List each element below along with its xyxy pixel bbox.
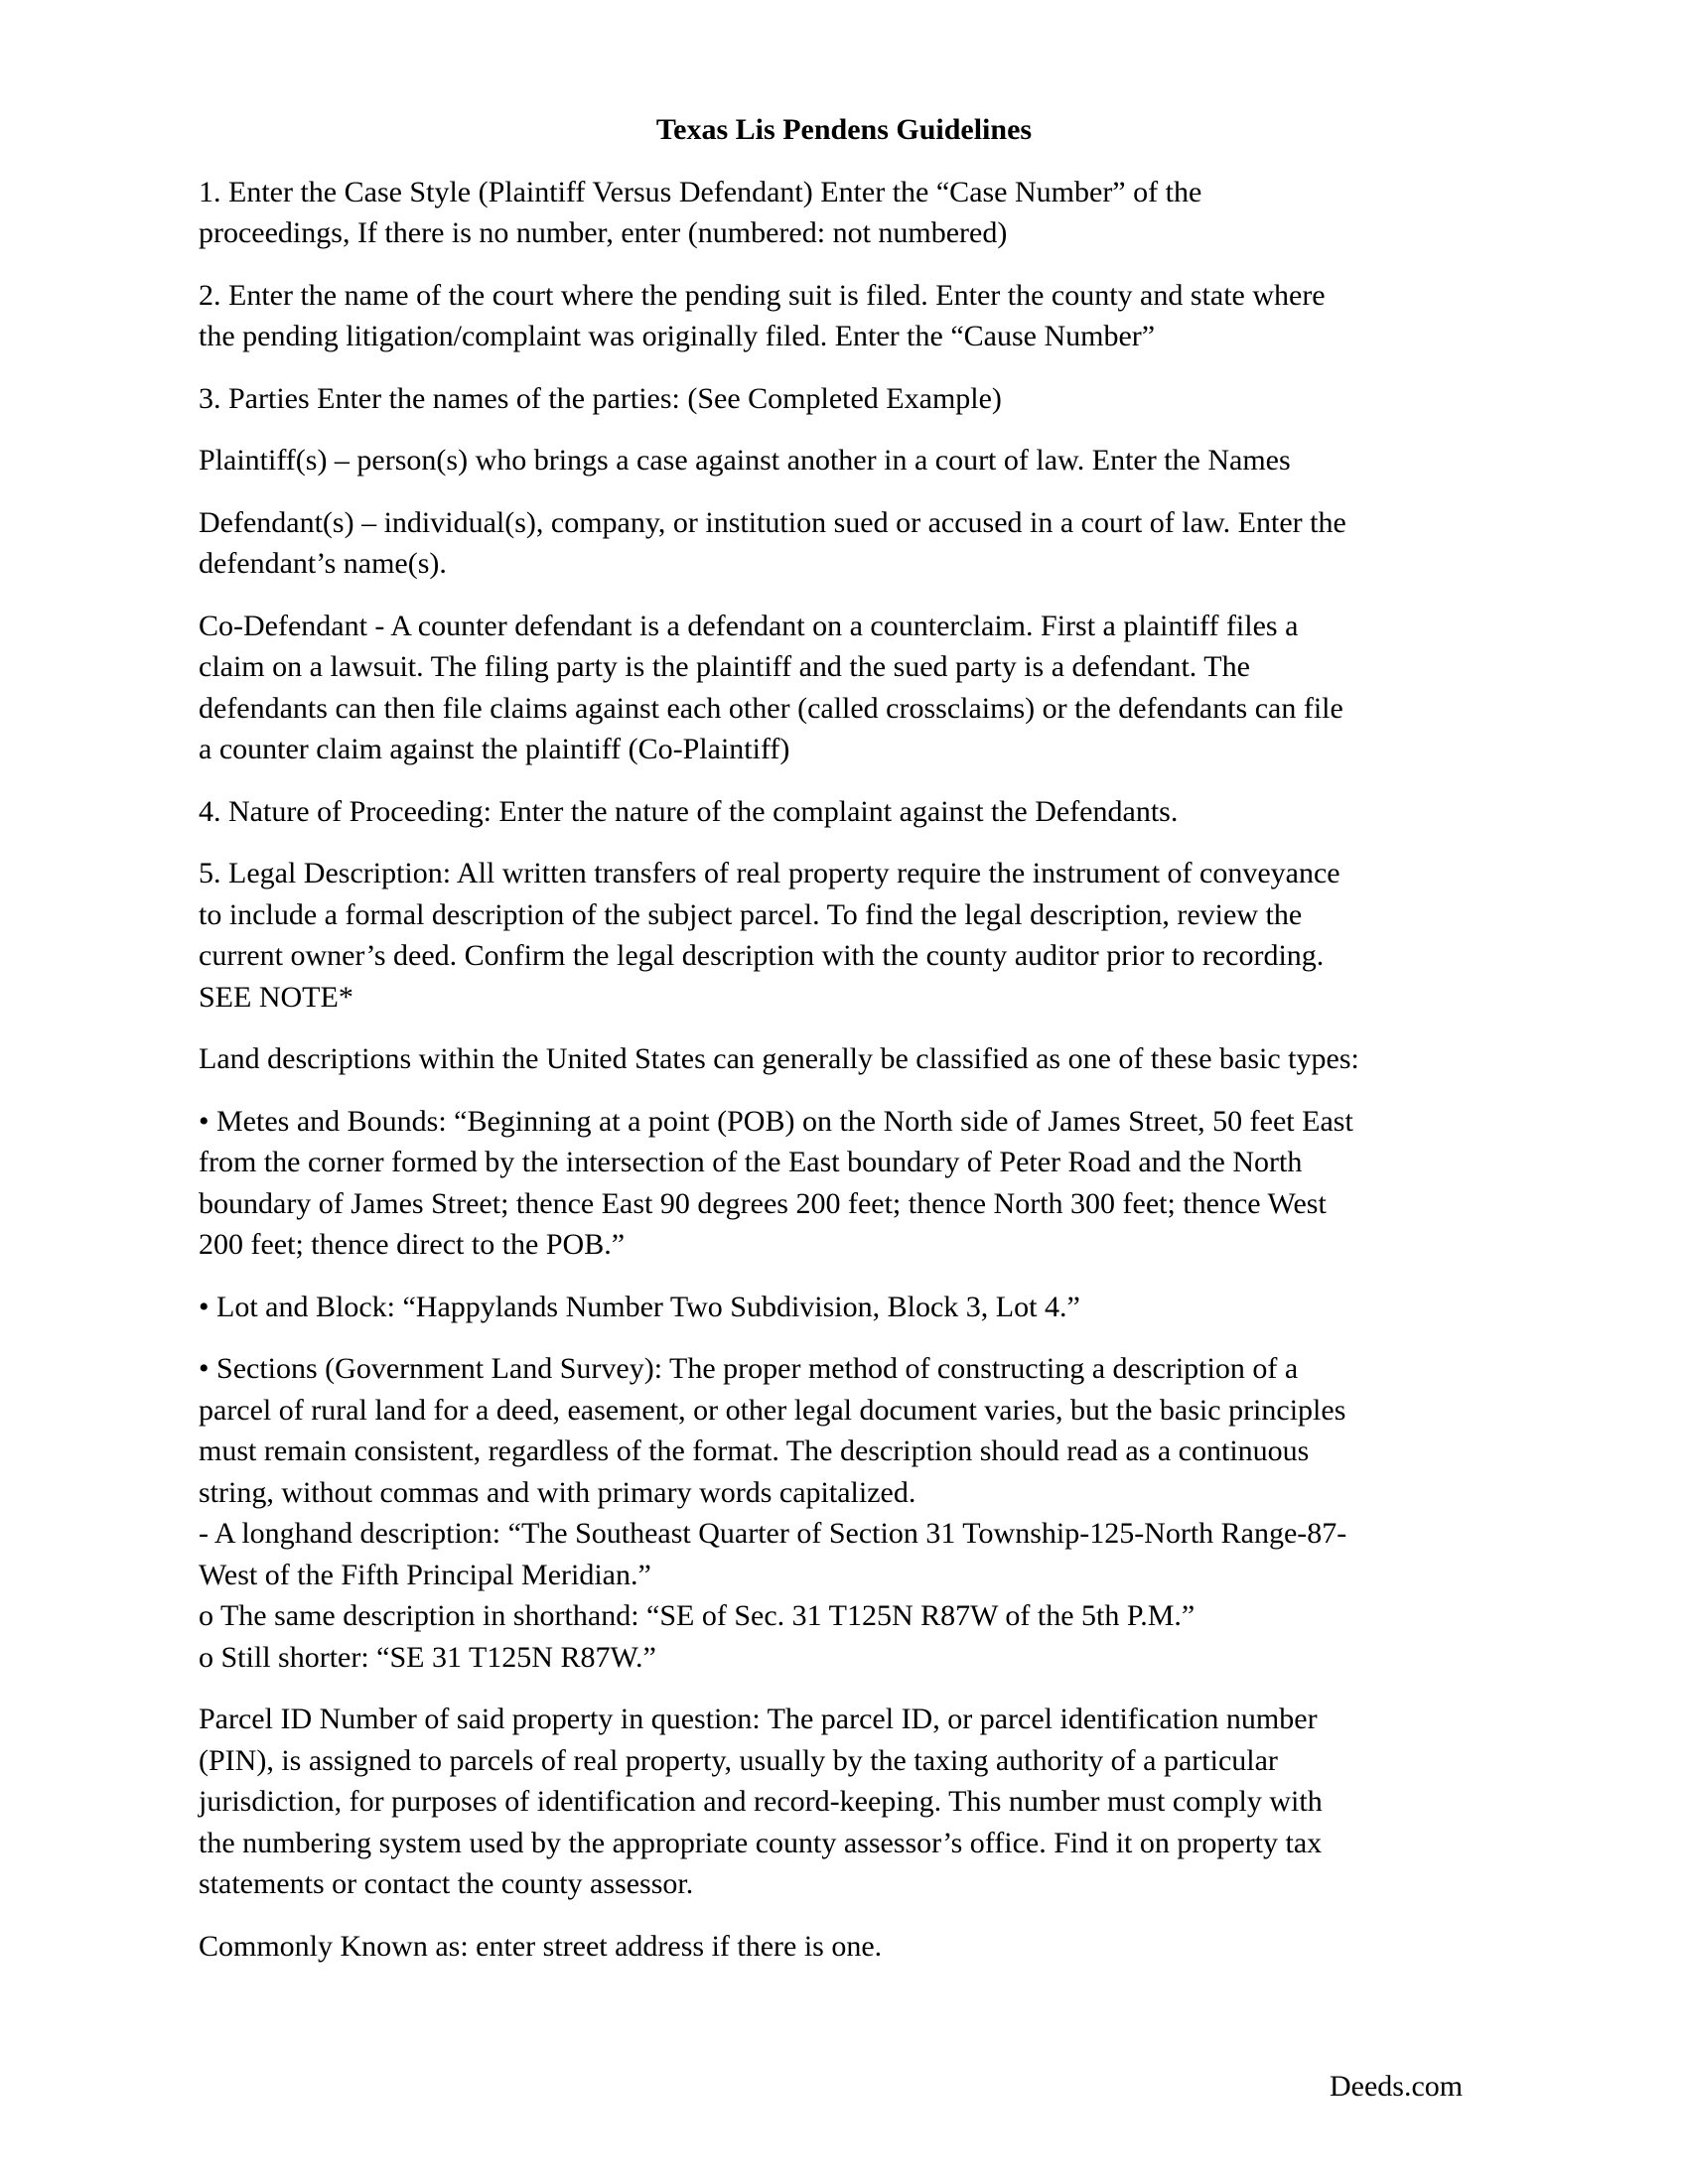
text-line: jurisdiction, for purposes of identification and record-keeping. This number must comply with [199, 1785, 1323, 1818]
text-line: o The same description in shorthand: “SE of Sec. 31 T125N R87W of the 5th P.M.” [199, 1599, 1196, 1632]
text-line: proceedings, If there is no number, enter (numbered: not numbered) [199, 216, 1008, 249]
text-line: Parcel ID Number of said property in question: The parcel ID, or parcel identification number [199, 1703, 1318, 1735]
document-page [199, 109, 1489, 1987]
document-title: Texas Lis Pendens Guidelines [655, 113, 1033, 146]
text-line: boundary of James Street; thence East 90 degrees 200 feet; thence North 300 feet; thence West [199, 1186, 1327, 1220]
paragraph-land-descriptions [199, 1038, 1489, 1080]
text-line: SEE NOTE* [199, 980, 353, 1014]
text-line: current owner’s deed. Confirm the legal description with the county auditor prior to recording. [199, 939, 1325, 972]
paragraph-parties [199, 378, 1489, 420]
text-line: 4. Nature of Proceeding: Enter the nature of the complaint against the Defendants. [199, 794, 1179, 828]
text-line: string, without commas and with primary words capitalized. [199, 1475, 916, 1509]
text-line: 2. Enter the name of the court where the pending suit is filed. Enter the county and state where [199, 278, 1326, 312]
text-line: 200 feet; thence direct to the POB.” [199, 1228, 626, 1261]
paragraph-metes-and-bounds [199, 1101, 1489, 1266]
text-line: Co-Defendant - A counter defendant is a defendant on a counterclaim. First a plaintiff files a [199, 609, 1299, 642]
text-line: West of the Fifth Principal Meridian.” [199, 1558, 651, 1591]
text-line: 3. Parties Enter the names of the parties: (See Completed Example) [199, 381, 1002, 415]
paragraph-sections [199, 1348, 1489, 1678]
text-line: • Sections (Government Land Survey): The proper method of constructing a description of a [199, 1352, 1299, 1385]
text-line: the pending litigation/complaint was originally filed. Enter the “Cause Number” [199, 320, 1156, 352]
text-line: from the corner formed by the intersection of the East boundary of Peter Road and the North [199, 1146, 1303, 1178]
text-line: must remain consistent, regardless of the format. The description should read as a continuous [199, 1434, 1310, 1467]
text-line: Commonly Known as: enter street address if there is one. [199, 1929, 883, 1963]
paragraph-parcel-id [199, 1699, 1489, 1905]
text-line: a counter claim against the plaintiff (Co-Plaintiff) [199, 733, 790, 765]
paragraph-defendant [199, 502, 1489, 585]
text-line: (PIN), is assigned to parcels of real property, usually by the taxing authority of a particular [199, 1743, 1278, 1777]
text-line: o Still shorter: “SE 31 T125N R87W.” [199, 1640, 656, 1674]
text-line: to include a formal description of the subject parcel. To find the legal description, review the [199, 897, 1303, 931]
paragraph-legal-description [199, 853, 1489, 1018]
paragraph-plaintiff [199, 440, 1489, 481]
text-line: Plaintiff(s) – person(s) who brings a case against another in a court of law. Enter the Names [199, 444, 1291, 477]
footer-brand: Deeds.com [1330, 2070, 1464, 2103]
text-line: Land descriptions within the United States can generally be classified as one of these basic types: [199, 1042, 1359, 1075]
paragraph-court [199, 275, 1489, 357]
text-line: 5. Legal Description: All written transfers of real property require the instrument of conveyance [199, 857, 1340, 889]
paragraph-lot-and-block [199, 1287, 1489, 1328]
text-line: statements or contact the county assessor. [199, 1867, 694, 1900]
paragraph-commonly-known-as [199, 1926, 1489, 1968]
paragraph-co-defendant [199, 606, 1489, 770]
text-line: • Lot and Block: “Happylands Number Two Subdivision, Block 3, Lot 4.” [199, 1290, 1080, 1323]
paragraph-nature-of-proceeding [199, 791, 1489, 833]
text-line: defendant’s name(s). [199, 547, 447, 580]
text-line: parcel of rural land for a deed, easement, or other legal document varies, but the basic principles [199, 1393, 1346, 1427]
text-line: claim on a lawsuit. The filing party is the plaintiff and the sued party is a defendant. The [199, 650, 1250, 683]
text-line: Defendant(s) – individual(s), company, or institution sued or accused in a court of law. Enter the [199, 505, 1346, 539]
text-line: 1. Enter the Case Style (Plaintiff Versus Defendant) Enter the “Case Number” of the [199, 175, 1202, 208]
text-line: • Metes and Bounds: “Beginning at a point (POB) on the North side of James Street, 50 feet East [199, 1104, 1353, 1138]
paragraph-case-style [199, 172, 1489, 254]
text-line: - A longhand description: “The Southeast Quarter of Section 31 Township-125-North Range-87- [199, 1517, 1347, 1550]
text-line: defendants can then file claims against each other (called crossclaims) or the defendants can file [199, 691, 1343, 725]
text-line: the numbering system used by the appropriate county assessor’s office. Find it on property tax [199, 1826, 1323, 1859]
